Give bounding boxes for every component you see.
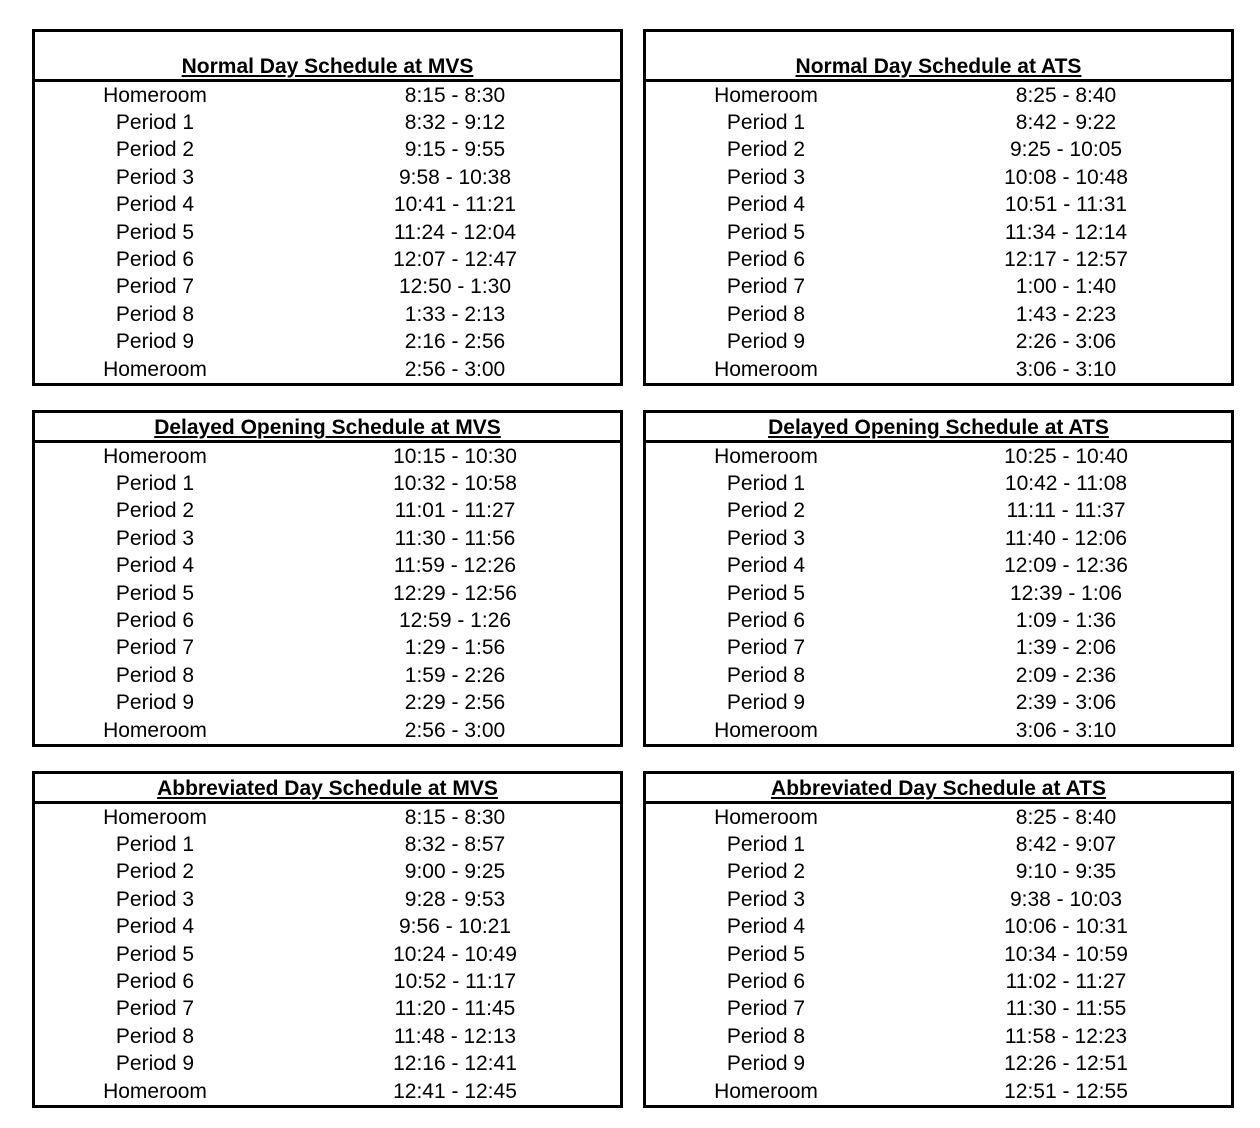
period-time: 2:56 - 3:00	[404, 718, 506, 742]
period-label: Period 5	[726, 220, 806, 244]
period-time-cell	[886, 358, 1231, 382]
period-label: Period 2	[115, 499, 195, 523]
period-time-cell	[886, 833, 1231, 857]
schedule-row	[646, 164, 1231, 191]
schedule-row	[646, 219, 1231, 246]
period-time: 12:51 - 12:55	[1004, 1079, 1128, 1103]
period-label: Period 7	[115, 997, 195, 1021]
period-label: Period 8	[115, 302, 195, 326]
schedule-row	[646, 274, 1231, 301]
period-label: Period 4	[726, 915, 806, 939]
period-label: Period 9	[726, 691, 806, 715]
schedule-row	[35, 470, 620, 497]
period-time-cell	[886, 997, 1231, 1021]
period-time: 9:15 - 9:55	[404, 138, 506, 162]
period-label: Homeroom	[103, 805, 207, 829]
period-time-cell	[275, 111, 620, 135]
schedule-row	[646, 356, 1231, 383]
period-time-cell	[275, 275, 620, 299]
period-label: Period 6	[726, 248, 806, 272]
period-time-cell	[886, 691, 1231, 715]
schedule-title: Delayed Opening Schedule at ATS	[646, 413, 1231, 443]
period-time: 10:08 - 10:48	[1004, 165, 1128, 189]
period-time-cell	[886, 193, 1231, 217]
period-label: Period 4	[115, 915, 195, 939]
period-time-cell	[886, 609, 1231, 633]
period-time: 9:25 - 10:05	[1009, 138, 1123, 162]
period-label: Period 8	[726, 302, 806, 326]
period-label: Period 9	[726, 330, 806, 354]
period-time-cell	[886, 970, 1231, 994]
schedule-row	[646, 996, 1231, 1023]
period-time-cell	[275, 1052, 620, 1076]
schedule-abbreviated-mvs	[32, 771, 623, 1108]
period-time-cell	[275, 833, 620, 857]
period-time: 1:39 - 2:06	[1015, 636, 1117, 660]
schedule-row	[646, 859, 1231, 886]
period-time-cell	[886, 943, 1231, 967]
period-time: 8:25 - 8:40	[1015, 83, 1117, 107]
period-time-cell	[886, 636, 1231, 660]
period-time: 10:52 - 11:17	[393, 970, 517, 994]
period-time-cell	[275, 915, 620, 939]
schedule-title: Normal Day Schedule at MVS	[35, 32, 620, 82]
schedule-row	[646, 301, 1231, 328]
period-time: 1:00 - 1:40	[1015, 275, 1117, 299]
period-label: Period 6	[115, 609, 195, 633]
schedule-row	[646, 580, 1231, 607]
schedule-row	[646, 553, 1231, 580]
period-time-cell	[886, 472, 1231, 496]
period-time: 2:29 - 2:56	[404, 691, 506, 715]
period-time: 12:26 - 12:51	[1004, 1052, 1128, 1076]
period-label: Period 8	[726, 663, 806, 687]
period-time-cell	[275, 691, 620, 715]
period-label: Period 2	[726, 860, 806, 884]
schedule-row	[646, 662, 1231, 689]
period-label: Period 6	[726, 609, 806, 633]
schedule-row	[646, 968, 1231, 995]
schedule-row	[646, 635, 1231, 662]
schedule-title: Normal Day Schedule at ATS	[646, 32, 1231, 82]
period-time: 9:10 - 9:35	[1015, 860, 1117, 884]
period-time-cell	[886, 445, 1231, 469]
period-label: Period 8	[726, 1024, 806, 1048]
schedule-row	[35, 498, 620, 525]
period-time-cell	[275, 582, 620, 606]
period-label: Period 1	[726, 472, 806, 496]
period-time-cell	[886, 275, 1231, 299]
period-label: Period 4	[726, 193, 806, 217]
schedule-row	[35, 1078, 620, 1105]
period-label: Period 2	[115, 138, 195, 162]
period-time: 10:41 - 11:21	[393, 193, 517, 217]
period-time: 11:30 - 11:55	[1005, 997, 1127, 1021]
period-time: 3:06 - 3:10	[1015, 718, 1117, 742]
period-time: 12:17 - 12:57	[1004, 248, 1128, 272]
period-time: 10:15 - 10:30	[393, 444, 517, 468]
schedule-row	[646, 1078, 1231, 1105]
schedule-row	[35, 329, 620, 356]
schedule-delayed-mvs	[32, 410, 623, 747]
schedule-row	[646, 804, 1231, 831]
schedule-normal-mvs	[32, 29, 623, 386]
schedule-rows	[35, 82, 620, 383]
period-time: 12:41 - 12:45	[393, 1079, 517, 1103]
period-time-cell	[275, 221, 620, 245]
period-time: 1:29 - 1:56	[404, 636, 506, 660]
period-label: Period 9	[115, 1052, 195, 1076]
period-time-cell	[886, 860, 1231, 884]
schedule-abbreviated-ats	[643, 771, 1234, 1108]
period-time-cell	[886, 303, 1231, 327]
period-time-cell	[275, 358, 620, 382]
period-label: Homeroom	[714, 1079, 818, 1103]
period-time: 11:11 - 11:37	[1006, 499, 1126, 523]
period-label: Homeroom	[714, 83, 818, 107]
schedule-row	[35, 192, 620, 219]
period-time: 10:25 - 10:40	[1004, 444, 1128, 468]
period-label: Period 9	[115, 330, 195, 354]
schedule-row	[646, 192, 1231, 219]
schedule-row	[35, 804, 620, 831]
period-time: 11:24 - 12:04	[393, 220, 517, 244]
period-label: Period 5	[115, 220, 195, 244]
period-time-cell	[886, 166, 1231, 190]
period-time: 9:56 - 10:21	[398, 915, 512, 939]
period-label: Period 3	[726, 887, 806, 911]
period-time-cell	[275, 166, 620, 190]
period-time-cell	[275, 609, 620, 633]
period-time: 12:59 - 1:26	[398, 609, 512, 633]
period-time: 12:50 - 1:30	[398, 275, 512, 299]
schedule-rows	[35, 804, 620, 1105]
schedule-row	[35, 1051, 620, 1078]
period-label: Period 8	[115, 663, 195, 687]
period-time-cell	[886, 84, 1231, 108]
schedule-rows	[646, 443, 1231, 744]
period-time-cell	[275, 193, 620, 217]
period-label: Period 4	[115, 554, 195, 578]
period-time: 10:06 - 10:31	[1004, 915, 1128, 939]
period-time: 12:09 - 12:36	[1004, 554, 1128, 578]
period-time: 8:15 - 8:30	[404, 83, 506, 107]
period-label: Homeroom	[103, 718, 207, 742]
period-time: 11:58 - 12:23	[1004, 1024, 1128, 1048]
period-label: Homeroom	[103, 1079, 207, 1103]
period-time: 9:38 - 10:03	[1009, 887, 1123, 911]
schedule-row	[35, 831, 620, 858]
period-label: Period 9	[726, 1052, 806, 1076]
period-label: Period 1	[115, 833, 195, 857]
period-label: Period 1	[726, 833, 806, 857]
schedule-row	[35, 941, 620, 968]
period-time-cell	[275, 860, 620, 884]
schedule-rows	[646, 82, 1231, 383]
period-label: Period 7	[115, 275, 195, 299]
period-time: 3:06 - 3:10	[1015, 357, 1117, 381]
period-label: Period 4	[726, 554, 806, 578]
period-time-cell	[886, 1080, 1231, 1104]
period-label: Period 1	[726, 111, 806, 135]
period-label: Period 3	[115, 887, 195, 911]
schedule-row	[646, 246, 1231, 273]
period-time: 10:42 - 11:08	[1004, 472, 1128, 496]
period-label: Period 2	[726, 138, 806, 162]
schedule-row	[35, 356, 620, 383]
schedule-row	[35, 553, 620, 580]
period-time-cell	[886, 499, 1231, 523]
period-time: 12:16 - 12:41	[393, 1052, 517, 1076]
period-label: Period 8	[115, 1024, 195, 1048]
period-time: 8:25 - 8:40	[1015, 805, 1117, 829]
schedule-row	[35, 219, 620, 246]
schedule-row	[35, 717, 620, 744]
schedule-row	[646, 831, 1231, 858]
period-time-cell	[275, 1080, 620, 1104]
schedule-row	[35, 82, 620, 109]
period-time: 9:58 - 10:38	[398, 165, 512, 189]
period-time-cell	[275, 970, 620, 994]
schedule-row	[35, 580, 620, 607]
schedule-title: Abbreviated Day Schedule at MVS	[35, 774, 620, 804]
schedule-row	[646, 470, 1231, 497]
period-time: 11:20 - 11:45	[394, 997, 516, 1021]
schedule-row	[35, 164, 620, 191]
period-time: 10:32 - 10:58	[393, 472, 517, 496]
period-time-cell	[275, 445, 620, 469]
period-time: 1:33 - 2:13	[404, 302, 506, 326]
schedule-row	[646, 1051, 1231, 1078]
period-time-cell	[275, 527, 620, 551]
period-time-cell	[886, 221, 1231, 245]
period-time-cell	[886, 806, 1231, 830]
schedule-row	[646, 886, 1231, 913]
period-time-cell	[886, 915, 1231, 939]
period-label: Period 7	[726, 636, 806, 660]
period-time-cell	[886, 248, 1231, 272]
period-time-cell	[886, 138, 1231, 162]
period-label: Period 5	[726, 581, 806, 605]
period-time: 2:26 - 3:06	[1015, 330, 1117, 354]
period-label: Homeroom	[103, 444, 207, 468]
period-label: Period 6	[726, 970, 806, 994]
period-time: 12:07 - 12:47	[393, 248, 517, 272]
period-time: 11:01 - 11:27	[394, 499, 516, 523]
period-time-cell	[275, 499, 620, 523]
period-label: Period 6	[115, 248, 195, 272]
period-label: Period 3	[726, 526, 806, 550]
period-time: 10:51 - 11:31	[1004, 193, 1128, 217]
period-label: Period 1	[115, 111, 195, 135]
schedule-row	[35, 1023, 620, 1050]
schedule-rows	[35, 443, 620, 744]
schedule-row	[35, 274, 620, 301]
period-time: 11:02 - 11:27	[1005, 970, 1127, 994]
schedule-title: Delayed Opening Schedule at MVS	[35, 413, 620, 443]
period-label: Period 6	[115, 970, 195, 994]
period-label: Period 7	[726, 997, 806, 1021]
period-time-cell	[886, 554, 1231, 578]
period-label: Homeroom	[103, 83, 207, 107]
period-time-cell	[886, 888, 1231, 912]
schedule-row	[646, 525, 1231, 552]
period-time-cell	[886, 527, 1231, 551]
period-time: 11:59 - 12:26	[393, 554, 517, 578]
period-time: 2:39 - 3:06	[1015, 691, 1117, 715]
period-label: Homeroom	[714, 444, 818, 468]
schedule-row	[35, 137, 620, 164]
period-time-cell	[275, 997, 620, 1021]
schedule-row	[35, 525, 620, 552]
period-time: 1:59 - 2:26	[404, 663, 506, 687]
period-time: 8:15 - 8:30	[404, 805, 506, 829]
period-label: Period 7	[115, 636, 195, 660]
period-time-cell	[275, 303, 620, 327]
period-time-cell	[886, 719, 1231, 743]
period-time: 11:40 - 12:06	[1004, 526, 1128, 550]
schedule-row	[35, 635, 620, 662]
period-time-cell	[275, 943, 620, 967]
period-time-cell	[886, 582, 1231, 606]
schedule-row	[646, 498, 1231, 525]
period-time-cell	[275, 806, 620, 830]
period-label: Period 2	[115, 860, 195, 884]
schedule-row	[35, 443, 620, 470]
period-time-cell	[886, 664, 1231, 688]
period-time-cell	[886, 330, 1231, 354]
period-time: 1:43 - 2:23	[1015, 302, 1117, 326]
period-label: Period 5	[115, 581, 195, 605]
schedule-row	[646, 109, 1231, 136]
period-time: 8:32 - 8:57	[404, 833, 506, 857]
period-time: 12:39 - 1:06	[1009, 581, 1123, 605]
period-time: 8:32 - 9:12	[404, 111, 506, 135]
period-time-cell	[275, 554, 620, 578]
period-time: 2:09 - 2:36	[1015, 663, 1117, 687]
period-label: Homeroom	[103, 357, 207, 381]
period-time-cell	[886, 111, 1231, 135]
schedule-row	[646, 607, 1231, 634]
period-label: Period 3	[115, 165, 195, 189]
period-label: Period 3	[726, 165, 806, 189]
period-time-cell	[886, 1025, 1231, 1049]
schedule-delayed-ats	[643, 410, 1234, 747]
schedule-row	[35, 996, 620, 1023]
schedule-row	[646, 690, 1231, 717]
period-time: 2:56 - 3:00	[404, 357, 506, 381]
schedule-row	[35, 690, 620, 717]
period-time: 9:28 - 9:53	[404, 887, 506, 911]
schedule-row	[646, 914, 1231, 941]
period-label: Homeroom	[714, 805, 818, 829]
schedule-normal-ats	[643, 29, 1234, 386]
schedule-row	[646, 329, 1231, 356]
schedule-row	[35, 301, 620, 328]
period-label: Period 5	[726, 942, 806, 966]
period-label: Period 9	[115, 691, 195, 715]
schedule-row	[35, 662, 620, 689]
period-label: Period 4	[115, 193, 195, 217]
period-time: 11:34 - 12:14	[1004, 220, 1128, 244]
period-time-cell	[275, 664, 620, 688]
schedule-row	[35, 109, 620, 136]
schedule-row	[35, 968, 620, 995]
schedule-rows	[646, 804, 1231, 1105]
period-label: Period 5	[115, 942, 195, 966]
schedule-row	[35, 246, 620, 273]
period-time: 2:16 - 2:56	[404, 330, 506, 354]
schedule-row	[646, 137, 1231, 164]
schedule-row	[35, 607, 620, 634]
period-time: 11:48 - 12:13	[393, 1024, 517, 1048]
schedule-row	[646, 717, 1231, 744]
period-time-cell	[275, 1025, 620, 1049]
schedule-title: Abbreviated Day Schedule at ATS	[646, 774, 1231, 804]
period-time: 8:42 - 9:22	[1015, 111, 1117, 135]
period-time: 12:29 - 12:56	[393, 581, 517, 605]
period-time-cell	[275, 636, 620, 660]
period-label: Period 2	[726, 499, 806, 523]
period-time-cell	[275, 330, 620, 354]
schedule-row	[646, 1023, 1231, 1050]
period-time-cell	[275, 888, 620, 912]
period-time-cell	[275, 472, 620, 496]
period-label: Homeroom	[714, 357, 818, 381]
period-label: Period 1	[115, 472, 195, 496]
schedule-row	[35, 914, 620, 941]
period-time: 10:34 - 10:59	[1004, 942, 1128, 966]
period-time-cell	[275, 138, 620, 162]
schedule-row	[646, 941, 1231, 968]
period-time: 1:09 - 1:36	[1015, 609, 1117, 633]
period-label: Homeroom	[714, 718, 818, 742]
period-time: 8:42 - 9:07	[1015, 833, 1117, 857]
schedule-row	[646, 443, 1231, 470]
period-time: 11:30 - 11:56	[394, 526, 516, 550]
schedule-row	[35, 886, 620, 913]
schedule-row	[646, 82, 1231, 109]
period-time: 9:00 - 9:25	[404, 860, 506, 884]
period-time-cell	[886, 1052, 1231, 1076]
period-time-cell	[275, 84, 620, 108]
period-label: Period 3	[115, 526, 195, 550]
period-time-cell	[275, 719, 620, 743]
period-label: Period 7	[726, 275, 806, 299]
period-time-cell	[275, 248, 620, 272]
schedule-row	[35, 859, 620, 886]
period-time: 10:24 - 10:49	[393, 942, 517, 966]
